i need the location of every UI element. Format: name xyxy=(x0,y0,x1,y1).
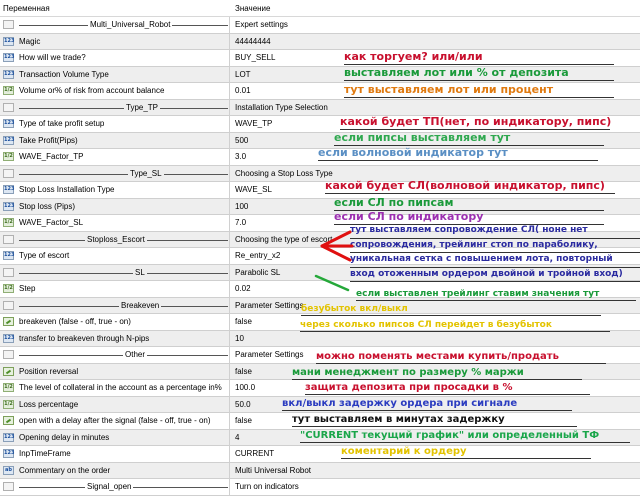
annotation-drawdown: защита депозита при просадки в % xyxy=(305,382,590,395)
parameter-name: How will we trade? xyxy=(19,53,86,62)
parameter-value[interactable]: 7.0 xyxy=(235,218,247,227)
parameter-value[interactable]: 10 xyxy=(235,333,244,343)
integer-icon: 123 xyxy=(4,450,15,456)
annotation-tp-wave: если волновой индикатор тут xyxy=(318,146,598,161)
annotation-comment: коментарий к ордеру xyxy=(341,446,591,459)
double-icon: 1/2 xyxy=(4,400,13,407)
section-label: Signal_open xyxy=(87,482,132,491)
parameter-name: The level of collateral in the account as a percentage in% xyxy=(19,383,222,392)
parameter-name: Commentary on the order xyxy=(19,465,111,475)
integer-icon: 123 xyxy=(4,70,15,77)
parameter-name: Magic xyxy=(19,36,41,46)
double-icon: 1/2 xyxy=(4,153,13,159)
parameter-value[interactable]: 500 xyxy=(235,135,249,145)
parameter-name: Loss percentage xyxy=(19,399,79,409)
integer-icon: 123 xyxy=(4,433,15,440)
integer-icon: 123 xyxy=(4,252,15,258)
parameter-name: Stop loss (Pips) xyxy=(19,201,76,211)
annotation-escort-line-1: тут выставляем сопровождение СЛ( ноне нет xyxy=(350,224,640,239)
parameter-name: breakeven (false - off, true - on) xyxy=(19,317,131,326)
parameter-value[interactable]: 100 xyxy=(235,201,249,211)
section-label: Type_SL xyxy=(130,168,162,178)
integer-icon: 123 xyxy=(4,54,15,60)
annotation-money-management: мани менеджмент по размеру % маржи xyxy=(292,367,582,380)
annotation-trade: как торгуем? или/или xyxy=(344,50,614,65)
annotation-escort-line-2: сопровождения, трейлинг стоп по параболику, xyxy=(350,239,640,254)
annotation-escort-line-4: вход отоженным ордером двойной и тройной вход) xyxy=(350,268,640,283)
column-divider xyxy=(229,479,230,495)
parameter-name: Position reversal xyxy=(19,366,79,376)
integer-icon: 123 xyxy=(4,202,15,209)
section-label: Type_TP xyxy=(126,102,159,112)
section-label: SL xyxy=(135,267,145,277)
parameter-name: InpTimeFrame xyxy=(19,449,71,458)
parameter-value[interactable]: Installation Type Selection xyxy=(235,102,328,112)
section-label: Other xyxy=(125,350,146,359)
annotation-breakeven-pips: через сколько пипсов СЛ перейдет в безубыток xyxy=(300,320,610,332)
parameter-value[interactable]: WAVE_SL xyxy=(235,185,272,194)
parameter-value[interactable]: 3.0 xyxy=(235,152,247,161)
parameter-value[interactable]: BUY_SELL xyxy=(235,53,276,62)
parameter-name: Type of take profit setup xyxy=(19,119,105,128)
parameter-name: Step xyxy=(19,284,36,293)
parameter-name: Opening delay in minutes xyxy=(19,432,110,442)
parameter-value[interactable]: 0.01 xyxy=(235,86,251,95)
double-icon: 1/2 xyxy=(4,285,13,291)
integer-icon: 123 xyxy=(4,186,15,192)
annotation-sl-indicator: если СЛ по индикатору xyxy=(334,210,604,225)
annotation-sl-pips: если СЛ по пипсам xyxy=(334,196,604,211)
parameter-name: WAVE_Factor_SL xyxy=(19,218,84,227)
integer-icon: 123 xyxy=(4,37,15,44)
parameter-value[interactable]: Parameter Settings xyxy=(235,300,304,310)
double-icon: 1/2 xyxy=(4,384,13,390)
parameter-name: WAVE_Factor_TP xyxy=(19,152,84,161)
annotation-volume: тут выставляем лот или процент xyxy=(344,83,614,98)
parameter-value[interactable]: Choosing the type of escort xyxy=(235,234,333,244)
parameter-value[interactable]: Parameter Settings xyxy=(235,350,304,359)
section-label: Multi_Universal_Robot xyxy=(90,20,171,29)
parameter-value[interactable]: false xyxy=(235,317,252,326)
parameter-name: Take Profit(Pips) xyxy=(19,135,78,145)
annotation-reversal: можно поменять местами купить/продать xyxy=(316,351,606,364)
annotation-tp-pips: если пипсы выставляем тут xyxy=(334,131,604,146)
double-icon: 1/2 xyxy=(4,87,13,93)
integer-icon: 123 xyxy=(4,334,15,341)
string-icon: ab xyxy=(3,466,14,475)
annotation-tp-type: какой будет ТП(нет, по индикатору, пипс) xyxy=(340,115,612,128)
parameter-name: open with a delay after the signal (false - off, true - on) xyxy=(19,416,211,425)
trailing-arrow-icon xyxy=(316,276,348,290)
annotation-breakeven-onoff: безубыток вкл/выкл xyxy=(301,304,601,316)
parameter-value[interactable]: LOT xyxy=(235,69,251,79)
annotation-delay-minutes: тут выставляем в минутах задержку xyxy=(292,414,577,427)
annotation-delay-onoff: вкл/выкл задержку ордера при сигнале xyxy=(282,398,572,411)
parameter-value[interactable]: CURRENT xyxy=(235,449,275,458)
parameter-name: transfer to breakeven through N-pips xyxy=(19,333,150,343)
section-separator-row[interactable] xyxy=(0,479,640,496)
parameter-value[interactable]: Choosing a Stop Loss Type xyxy=(235,168,333,178)
parameter-name: Volume or% of risk from account balance xyxy=(19,86,165,95)
parameter-value[interactable]: 44444444 xyxy=(235,36,271,46)
parameter-value[interactable]: 100.0 xyxy=(235,383,256,392)
annotation-trailing: если выставлен трейлинг ставим значения тут xyxy=(356,289,636,301)
parameter-value[interactable]: Multi Universal Robot xyxy=(235,465,312,475)
parameter-name: Type of escort xyxy=(19,251,70,260)
separator-icon xyxy=(3,482,14,491)
parameter-name: Stop Loss Installation Type xyxy=(19,185,115,194)
parameter-name: Transaction Volume Type xyxy=(19,69,109,79)
annotation-escort-line-3: уникальная сетка с повышением лота, повторный xyxy=(350,253,640,268)
parameter-value[interactable]: Re_entry_x2 xyxy=(235,251,281,260)
parameter-value[interactable]: Expert settings xyxy=(235,20,288,29)
double-icon: 1/2 xyxy=(4,219,13,225)
header-value[interactable]: Значение xyxy=(235,4,271,13)
header-variable[interactable]: Переменная xyxy=(3,4,50,13)
parameter-value[interactable]: Turn on indicators xyxy=(235,482,299,491)
section-label: Stoploss_Escort xyxy=(87,234,145,244)
parameter-value[interactable]: 50.0 xyxy=(235,399,251,409)
parameter-value[interactable]: 4 xyxy=(235,432,240,442)
annotation-sl-type: какой будет СЛ(волновой индикатор, пипс) xyxy=(325,179,615,194)
annotation-timeframe: "CURRENT текущий график" или определенный ТФ xyxy=(300,430,630,443)
parameter-value[interactable]: Parabolic SL xyxy=(235,267,281,277)
parameter-value[interactable]: false xyxy=(235,366,252,376)
integer-icon: 123 xyxy=(4,120,15,126)
annotation-lot: выставляем лот или % от депозита xyxy=(344,66,614,81)
parameter-value[interactable]: 0.02 xyxy=(235,284,251,293)
integer-icon: 123 xyxy=(4,136,15,143)
parameter-value[interactable]: false xyxy=(235,416,252,425)
section-label: Breakeven xyxy=(121,300,160,310)
parameter-value[interactable]: WAVE_TP xyxy=(235,119,273,128)
